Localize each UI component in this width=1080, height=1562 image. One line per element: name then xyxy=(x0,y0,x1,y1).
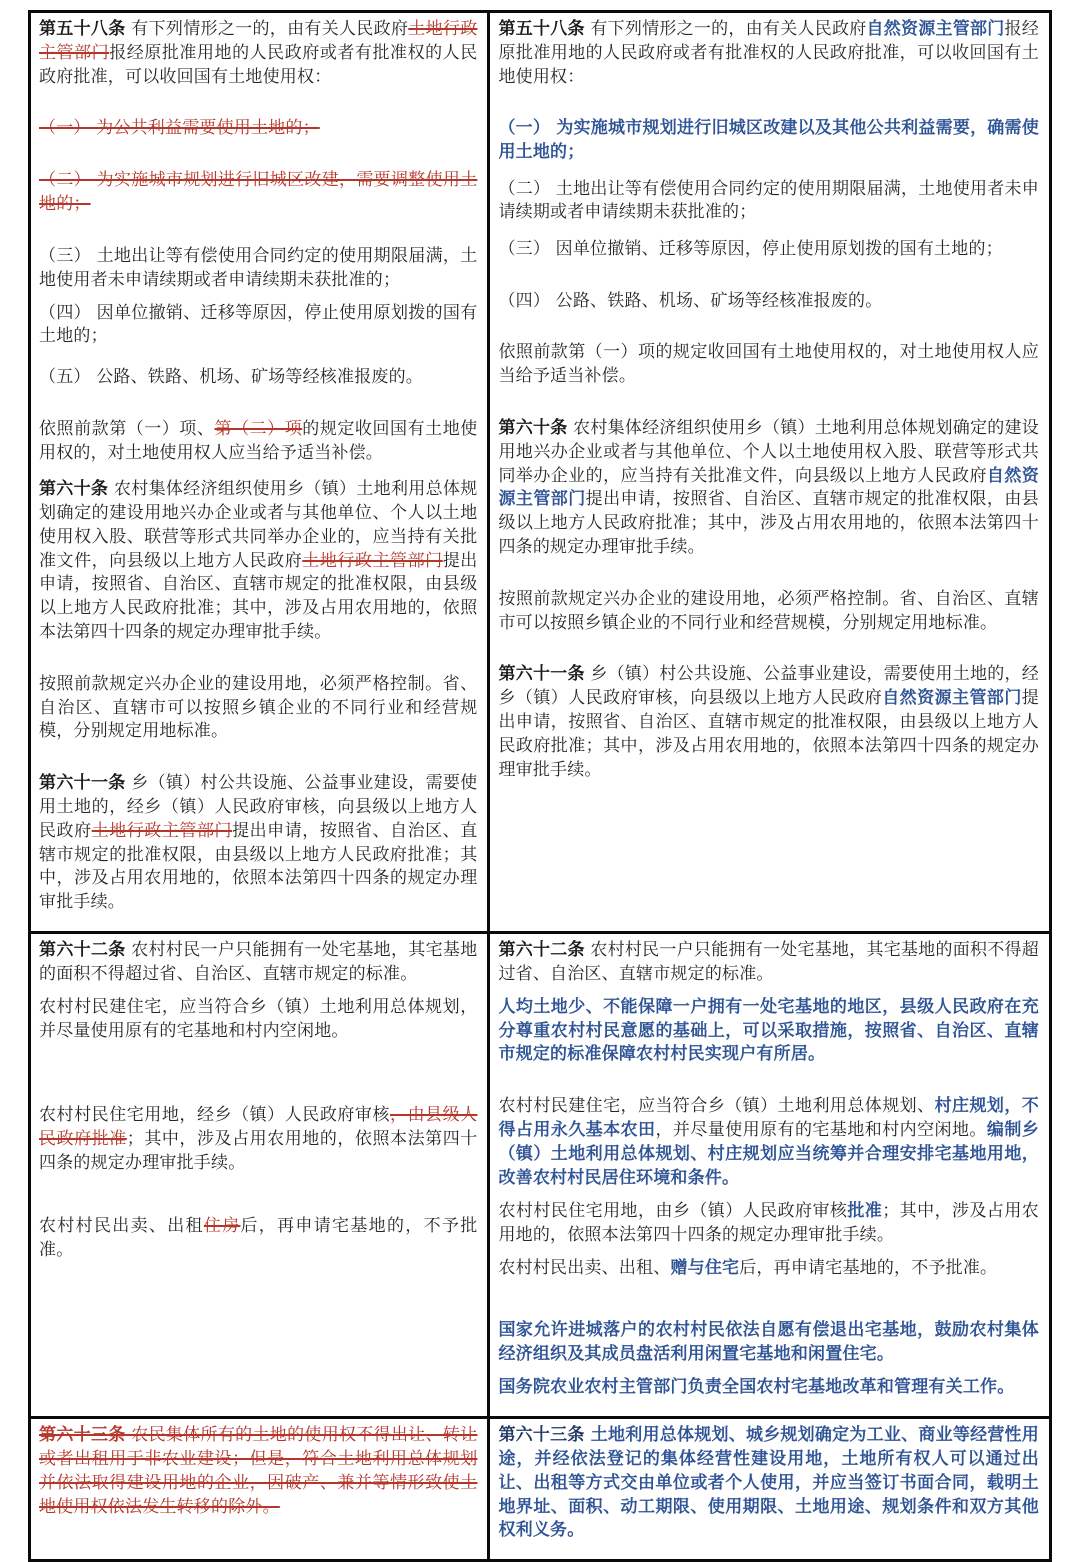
law-text: 后，再申请宅基地的，不予批准。 xyxy=(739,1257,998,1278)
law-paragraph xyxy=(39,366,477,390)
law-paragraph xyxy=(39,302,477,350)
law-paragraph xyxy=(39,1104,477,1175)
deleted-text: 第（二）项 xyxy=(214,419,303,440)
deleted-text: 土地行政主管部门 xyxy=(39,19,478,63)
article-number: 第六十一条 xyxy=(498,664,585,685)
added-text: 土地利用总体规划、城乡规划确定为工业、商业等经营性用途，并经依法登记的集体经营性建设用地，土地所有权人可以通过出让、出租等方式交由单位或者个人使用，并应当签订书面合同，载明土地界址、面积、动工期限、使用期限、土地用途、规划条件和双方其他权利义务。 xyxy=(498,1425,1039,1541)
law-text: 提出申请，按照省、自治区、直辖市规定的批准权限，由县级以上地方人民政府批准；其中，涉及占用农用地的，依照本法第四十四条的规定办理审批手续。 xyxy=(498,489,1040,557)
law-text: 农村村民一户只能拥有一处宅基地，其宅基地的面积不得超过省、自治区、直辖市规定的标准。 xyxy=(39,940,478,984)
law-paragraph xyxy=(39,772,477,915)
law-paragraph xyxy=(498,588,1039,636)
law-text: 农村集体经济组织使用乡（镇）土地利用总体规划确定的建设用地兴办企业或者与其他单位、个人以土地使用权入股、联营等形式共同举办企业的，应当持有关批准文件，向县级以上地方人民政府 xyxy=(498,417,1039,486)
law-text: （三） 土地出让等有偿使用合同约定的使用期限届满，土地使用者未申请续期或者申请续期未获批准的； xyxy=(39,245,478,290)
article-number: 第五十八条 xyxy=(39,19,126,39)
law-text: 农村村民建住宅，应当符合乡（镇）土地利用总体规划、 xyxy=(498,1096,935,1117)
law-paragraph xyxy=(498,1095,1039,1190)
new-article-number: 第六十三条 xyxy=(498,1425,585,1446)
deleted-text: ，由县级人民政府批准 xyxy=(39,1105,478,1150)
added-text: （一） 为实施城市规划进行旧城区改建以及其他公共利益需要，确需使用土地的； xyxy=(498,118,1039,163)
law-text: 乡（镇）村公共设施、公益事业建设，需要使用土地的，经乡（镇）人民政府审核，向县级以上地方人民政府 xyxy=(39,773,478,841)
article-number: 第六十一条 xyxy=(39,773,126,794)
deleted-article-number: 第六十三条 xyxy=(39,1425,126,1446)
added-text: 批准 xyxy=(847,1200,883,1221)
deleted-text: 农民集体所有的土地的使用权不得出让、转让或者出租用于非农业建设；但是，符合土地利用总体规划并依法取得建设用地的企业，因破产、兼并等情形致使土地使用权依法发生转移的除外。 xyxy=(39,1425,478,1517)
law-paragraph xyxy=(39,245,477,293)
article-number: 第六十条 xyxy=(39,479,109,500)
law-paragraph xyxy=(498,290,1039,314)
law-paragraph xyxy=(498,1319,1039,1367)
deleted-text: 住房 xyxy=(203,1215,241,1236)
law-text: 提出申请，按照省、自治区、直辖市规定的批准权限，由县级以上地方人民政府批准；其中，涉及占用农用地的，依照本法第四十四条的规定办理审批手续。 xyxy=(498,688,1039,780)
law-text: 提出申请，按照省、自治区、直辖市规定的批准权限，由县级以上地方人民政府批准；其中，涉及占用农用地的，依照本法第四十四条的规定办理审批手续。 xyxy=(39,820,478,913)
law-text: （二） 土地出让等有偿使用合同约定的使用期限届满，土地使用者未申请续期或者申请续期未获批准的； xyxy=(498,178,1039,223)
law-paragraph xyxy=(39,478,477,645)
article-number: 第六十二条 xyxy=(498,940,585,960)
added-text: 村庄规划，不得占用永久基本农田 xyxy=(498,1096,1040,1141)
law-paragraph xyxy=(498,117,1039,165)
added-text: 自然资源主管部门 xyxy=(866,19,1005,39)
law-text: 有下列情形之一的，由有关人民政府 xyxy=(125,19,409,39)
comparison-table-body xyxy=(30,12,1051,1561)
article-number: 第六十二条 xyxy=(39,940,126,960)
law-text: 的规定收回国有土地使用权的，对土地使用权人应当给予适当补偿。 xyxy=(39,419,478,463)
law-text: ，并尽量使用原有的宅基地和村内空闲地。 xyxy=(655,1120,987,1141)
old-law-cell xyxy=(30,12,489,933)
law-text: 乡（镇）村公共设施、公益事业建设，需要使用土地的，经乡（镇）人民政府审核，向县级以上地方人民政府 xyxy=(498,664,1040,709)
law-paragraph xyxy=(498,18,1039,89)
added-text: 国家允许进城落户的农村村民依法自愿有偿退出宅基地，鼓励农村集体经济组织及其成员盘活利用闲置宅基地和闲置住宅。 xyxy=(498,1320,1039,1365)
law-text: 提出申请，按照省、自治区、直辖市规定的批准权限，由县级以上地方人民政府批准；其中，涉及占用农用地的，依照本法第四十四条的规定办理审批手续。 xyxy=(39,550,478,643)
comparison-row xyxy=(30,933,1051,1418)
law-text: 农村村民住宅用地，经乡（镇）人民政府审核 xyxy=(39,1105,391,1126)
law-text: 按照前款规定兴办企业的建设用地，必须严格控制。省、自治区、直辖市可以按照乡镇企业的不同行业和经营规模，分别规定用地标准。 xyxy=(39,673,478,742)
law-paragraph xyxy=(498,939,1039,987)
law-text: 农村村民出卖、出租、 xyxy=(498,1257,671,1278)
law-paragraph xyxy=(498,996,1039,1067)
added-text: 人均土地少、不能保障一户拥有一处宅基地的地区，县级人民政府在充分尊重农村村民意愿的基础上，可以采取措施，按照省、自治区、直辖市规定的标准保障农村村民实现户有所居。 xyxy=(498,996,1039,1065)
law-paragraph xyxy=(498,238,1039,262)
law-paragraph xyxy=(498,1376,1039,1400)
law-paragraph xyxy=(498,1200,1039,1248)
law-paragraph xyxy=(39,1424,477,1519)
law-text: 农村村民一户只能拥有一处宅基地，其宅基地的面积不得超过省、自治区、直辖市规定的标准。 xyxy=(498,940,1040,984)
law-text: ；其中，涉及占用农用地的，依照本法第四十四条的规定办理审批手续。 xyxy=(39,1129,478,1174)
law-paragraph xyxy=(39,996,477,1044)
law-text: （三） 因单位撤销、迁移等原因，停止使用原划拨的国有土地的； xyxy=(498,238,1003,259)
law-text: （四） 因单位撤销、迁移等原因，停止使用原划拨的国有土地的； xyxy=(39,302,478,347)
deleted-text: （一） 为公共利益需要使用土地的； xyxy=(39,118,320,139)
law-text: 农村村民出卖、出租 xyxy=(39,1215,204,1236)
article-number: 第六十条 xyxy=(498,417,568,438)
law-text: 依照前款第（一）项、 xyxy=(39,419,215,440)
law-text: 有下列情形之一的，由有关人民政府 xyxy=(584,19,867,39)
law-text: 农村村民住宅用地，由乡（镇）人民政府审核 xyxy=(498,1200,848,1221)
law-text: 农村村民建住宅，应当符合乡（镇）土地利用总体规划，并尽量使用原有的宅基地和村内空闲地。 xyxy=(39,996,478,1041)
old-law-cell xyxy=(30,1418,489,1561)
law-paragraph xyxy=(498,417,1039,560)
law-paragraph xyxy=(39,117,477,141)
new-law-cell xyxy=(489,1418,1051,1561)
law-paragraph xyxy=(39,1215,477,1263)
new-law-cell xyxy=(489,933,1051,1418)
deleted-text: （二） 为实施城市规划进行旧城区改建，需要调整使用土地的； xyxy=(39,170,478,214)
deleted-text: 土地行政主管部门 xyxy=(302,550,443,571)
added-text: 自然资源主管部门 xyxy=(882,688,1022,709)
law-text: 报经原批准用地的人民政府或者有批准权的人民政府批准，可以收回国有土地使用权： xyxy=(498,19,1040,87)
law-paragraph xyxy=(39,169,477,217)
law-comparison-table xyxy=(28,10,1052,1562)
comparison-row xyxy=(30,1418,1051,1561)
new-law-cell xyxy=(489,12,1051,933)
law-text: 依照前款第（一）项的规定收回国有土地使用权的，对土地使用权人应当给予适当补偿。 xyxy=(498,342,1039,387)
law-text: （五） 公路、铁路、机场、矿场等经核准报废的。 xyxy=(39,367,424,388)
added-text: 自然资源主管部门 xyxy=(498,465,1039,510)
law-text: （四） 公路、铁路、机场、矿场等经核准报废的。 xyxy=(498,290,883,311)
law-paragraph xyxy=(498,1424,1039,1543)
added-text: 赠与住宅 xyxy=(670,1257,740,1278)
law-paragraph xyxy=(498,178,1039,226)
law-paragraph xyxy=(498,663,1039,782)
added-text: 国务院农业农村主管部门负责全国农村宅基地改革和管理有关工作。 xyxy=(498,1377,1015,1398)
old-law-cell xyxy=(30,933,489,1418)
law-paragraph xyxy=(39,418,477,466)
law-text: 后，再申请宅基地的，不予批准。 xyxy=(39,1215,478,1260)
law-text: ；其中，涉及占用农用地的，依照本法第四十四条的规定办理审批手续。 xyxy=(498,1200,1039,1245)
law-paragraph xyxy=(39,673,477,744)
added-text: 编制乡（镇）土地利用总体规划、村庄规划应当统筹并合理安排宅基地用地，改善农村村民居住环境和条件。 xyxy=(498,1120,1039,1188)
law-text: 报经原批准用地的人民政府或者有批准权的人民政府批准，可以收回国有土地使用权： xyxy=(39,42,478,87)
article-number: 第五十八条 xyxy=(498,19,585,39)
law-paragraph xyxy=(39,18,477,89)
deleted-text: 土地行政主管部门 xyxy=(91,820,233,841)
law-text: 按照前款规定兴办企业的建设用地，必须严格控制。省、自治区、直辖市可以按照乡镇企业的不同行业和经营规模，分别规定用地标准。 xyxy=(498,588,1039,633)
comparison-row xyxy=(30,12,1051,933)
law-paragraph xyxy=(39,939,477,987)
law-paragraph xyxy=(498,1257,1039,1281)
law-text: 农村集体经济组织使用乡（镇）土地利用总体规划确定的建设用地兴办企业或者与其他单位、个人以土地使用权入股、联营等形式共同举办企业的，应当持有关批准文件，向县级以上地方人民政府 xyxy=(39,479,478,571)
law-paragraph xyxy=(498,341,1039,389)
